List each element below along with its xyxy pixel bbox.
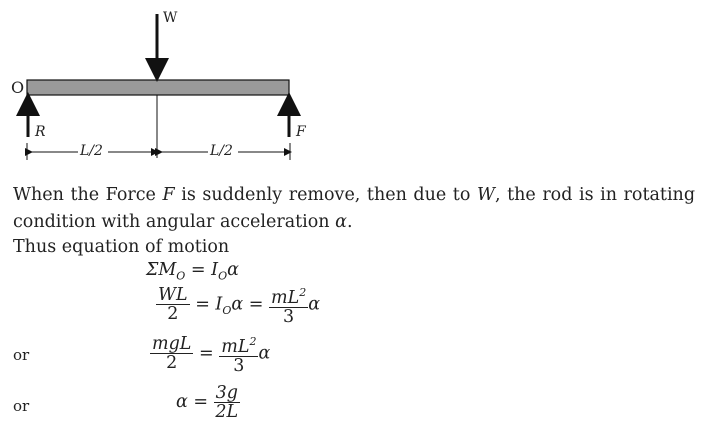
dim-label-right: L/2 xyxy=(210,143,233,159)
beam-diagram xyxy=(0,0,719,170)
paragraph-line-1: When the Force F is suddenly remove, then due to W, the rod is in rotating xyxy=(13,185,696,205)
label-r: R xyxy=(35,124,46,140)
equation-1: $\Sigma M_O = I_O\alpha$ xyxy=(146,260,239,283)
label-w: W xyxy=(163,10,178,26)
equation-3: $\frac{\text{mgL}}{2}$ = $\frac{mL^2}{3}$ α xyxy=(152,334,271,376)
or-label-2: or xyxy=(13,397,30,415)
paragraph-line-3: Thus equation of motion xyxy=(13,237,230,257)
paragraph-line-2: condition with angular acceleration α. xyxy=(13,212,353,232)
equation-2: $\frac{WL}{2}$ = $I_O\alpha$ = $\frac{mL^2}{3}$ α xyxy=(158,285,321,327)
label-f: F xyxy=(296,124,306,140)
rod xyxy=(27,80,289,95)
equation-4: α = $\frac{3g}{2L}$ xyxy=(176,383,239,422)
dim-label-left: L/2 xyxy=(80,143,103,159)
or-label-1: or xyxy=(13,346,30,364)
label-o: O xyxy=(11,78,25,97)
